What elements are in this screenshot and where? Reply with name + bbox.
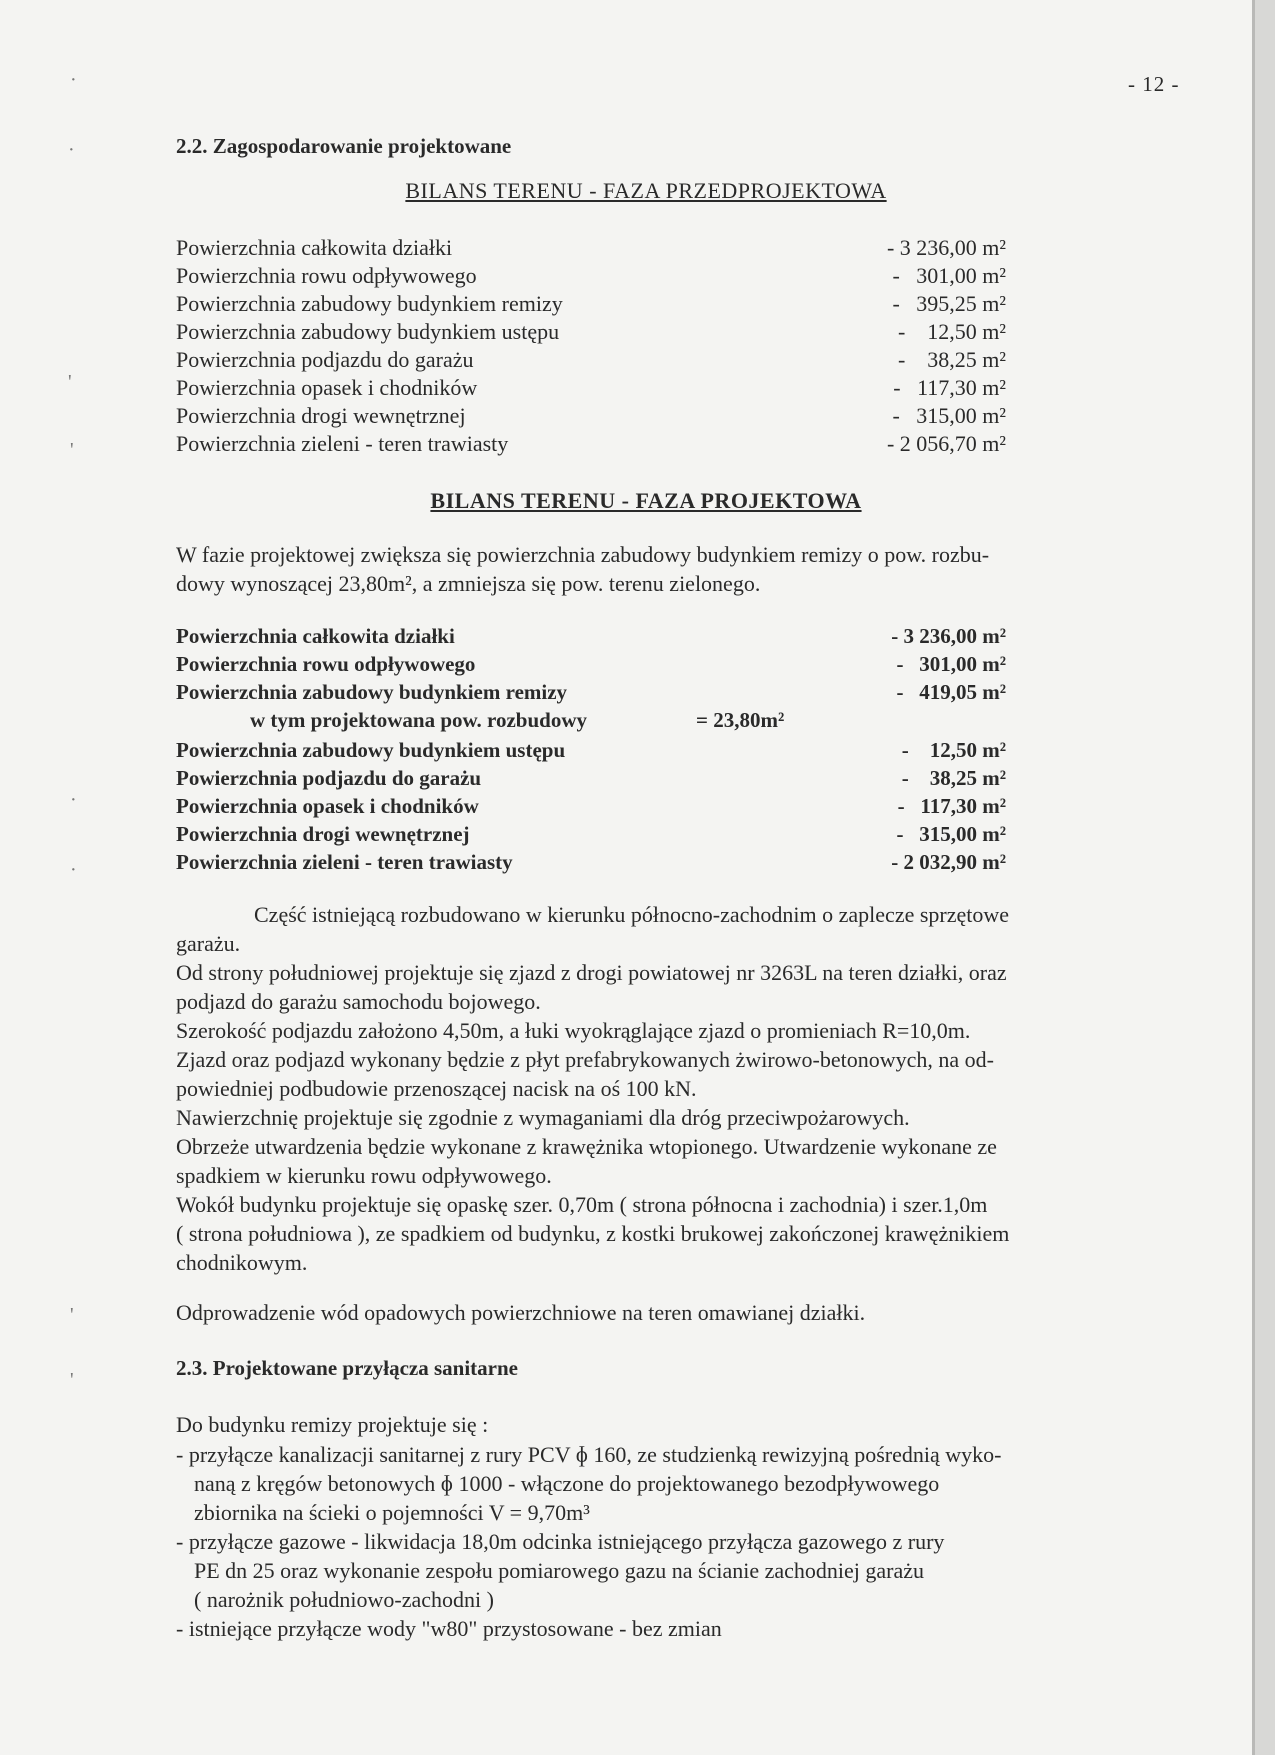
page-number: - 12 - [1128, 72, 1180, 96]
body-line: chodnikowym. [176, 1250, 308, 1275]
project-row: Powierzchnia zabudowy budynkiem remizy - 419,05 m² [176, 680, 1006, 704]
connection-list-line: ( narożnik południowo-zachodni ) [194, 1587, 494, 1612]
connection-list-line: naną z kręgów betonowych ɸ 1000 - włączone do projektowanego bezodpływowego [194, 1471, 940, 1496]
body-line: spadkiem w kierunku rowu odpływowego. [176, 1163, 552, 1188]
pre-project-row: Powierzchnia zabudowy budynkiem remizy - 395,25 m² [176, 291, 1006, 316]
body-line: Od strony południowej projektuje się zjazd z drogi powiatowej nr 3263L na teren działki, oraz [176, 960, 1007, 985]
project-row: Powierzchnia zabudowy budynkiem ustępu - 12,50 m² [176, 738, 1006, 762]
connection-list-line: PE dn 25 oraz wykonanie zespołu pomiarowego gazu na ścianie zachodniej garażu [194, 1558, 925, 1583]
connection-list-line: zbiornika na ścieki o pojemności V = 9,70m³ [194, 1500, 590, 1525]
scan-edge [1255, 0, 1275, 1755]
project-row: Powierzchnia drogi wewnętrznej - 315,00 m² [176, 822, 1006, 846]
body-line: Wokół budynku projektuje się opaskę szer. 0,70m ( strona północna i zachodnia) i szer.1,0m [176, 1192, 988, 1217]
project-row: Powierzchnia opasek i chodników - 117,30 m² [176, 794, 1006, 818]
pre-project-row: Powierzchnia zieleni - teren trawiasty - 2 056,70 m² [176, 431, 1006, 456]
connection-list-line: - istniejące przyłącze wody "w80" przystosowane - bez zmian [176, 1616, 722, 1641]
connection-list-line: - przyłącze gazowe - likwidacja 18,0m odcinka istniejącego przyłącza gazowego z rury [176, 1529, 945, 1554]
body-line: Część istniejącą rozbudowano w kierunku północno-zachodnim o zaplecze sprzętowe [254, 902, 1010, 927]
body-line: ( strona południowa ), ze spadkiem od budynku, z kostki brukowej zakończonej krawężnikiem [176, 1221, 1010, 1246]
scan-speck: · [68, 139, 75, 161]
body-line: Obrzeże utwardzenia będzie wykonane z krawężnika wtopionego. Utwardzenie wykonane ze [176, 1134, 997, 1159]
scan-speck: · [70, 69, 77, 91]
project-balance-title: BILANS TERENU - FAZA PROJEKTOWA [430, 488, 862, 513]
body-line: podjazd do garażu samochodu bojowego. [176, 989, 541, 1014]
pre-project-row: Powierzchnia opasek i chodników - 117,30 m² [176, 375, 1006, 400]
scan-speck: ' [68, 371, 72, 393]
pre-project-row: Powierzchnia zabudowy budynkiem ustępu - 12,50 m² [176, 319, 1006, 344]
project-row: Powierzchnia zieleni - teren trawiasty - 2 032,90 m² [176, 850, 1006, 874]
project-intro-line: W fazie projektowej zwiększa się powierzchnia zabudowy budynkiem remizy o pow. rozbu- [176, 542, 990, 567]
pre-project-row: Powierzchnia drogi wewnętrznej - 315,00 m² [176, 403, 1006, 428]
scan-speck: ' [70, 1304, 74, 1326]
project-row: Powierzchnia rowu odpływowego - 301,00 m² [176, 652, 1006, 676]
body-line: powiedniej podbudowie przenoszącej nacisk na oś 100 kN. [176, 1076, 697, 1101]
scan-speck: · [70, 789, 77, 811]
project-row: Powierzchnia podjazdu do garażu - 38,25 m² [176, 766, 1006, 790]
body-line: garażu. [176, 931, 241, 956]
connections-intro: Do budynku remizy projektuje się : [176, 1412, 489, 1437]
body-line: Zjazd oraz podjazd wykonany będzie z płyt prefabrykowanych żwirowo-betonowych, na od- [176, 1047, 994, 1072]
pre-project-row: Powierzchnia podjazdu do garażu - 38,25 m² [176, 347, 1006, 372]
scan-speck: ' [70, 439, 74, 461]
project-sub-row: w tym projektowana pow. rozbudowy = 23,80m² [250, 708, 785, 732]
pre-project-balance-title: BILANS TERENU - FAZA PRZEDPROJEKTOWA [405, 178, 887, 203]
body-line: Szerokość podjazdu założono 4,50m, a łuki wyokrąglające zjazd o promieniach R=10,0m. [176, 1018, 971, 1043]
pre-project-row: Powierzchnia całkowita działki - 3 236,00 m² [176, 235, 1006, 260]
section-2-3-heading: 2.3. Projektowane przyłącza sanitarne [176, 1356, 518, 1380]
scan-speck: ' [70, 1369, 74, 1391]
pre-project-row: Powierzchnia rowu odpływowego - 301,00 m² [176, 263, 1006, 288]
connection-list-line: - przyłącze kanalizacji sanitarnej z rury PCV ɸ 160, ze studzienką rewizyjną pośrednią wyko- [176, 1442, 1002, 1467]
scan-speck: · [70, 859, 77, 881]
body-line: Nawierzchnię projektuje się zgodnie z wymaganiami dla dróg przeciwpożarowych. [176, 1105, 910, 1130]
project-intro-line: dowy wynoszącej 23,80m², a zmniejsza się pow. terenu zielonego. [176, 571, 761, 596]
drainage-note: Odprowadzenie wód opadowych powierzchniowe na teren omawianej działki. [176, 1300, 866, 1325]
section-2-2-heading: 2.2. Zagospodarowanie projektowane [176, 134, 512, 158]
project-row: Powierzchnia całkowita działki - 3 236,00 m² [176, 624, 1006, 648]
